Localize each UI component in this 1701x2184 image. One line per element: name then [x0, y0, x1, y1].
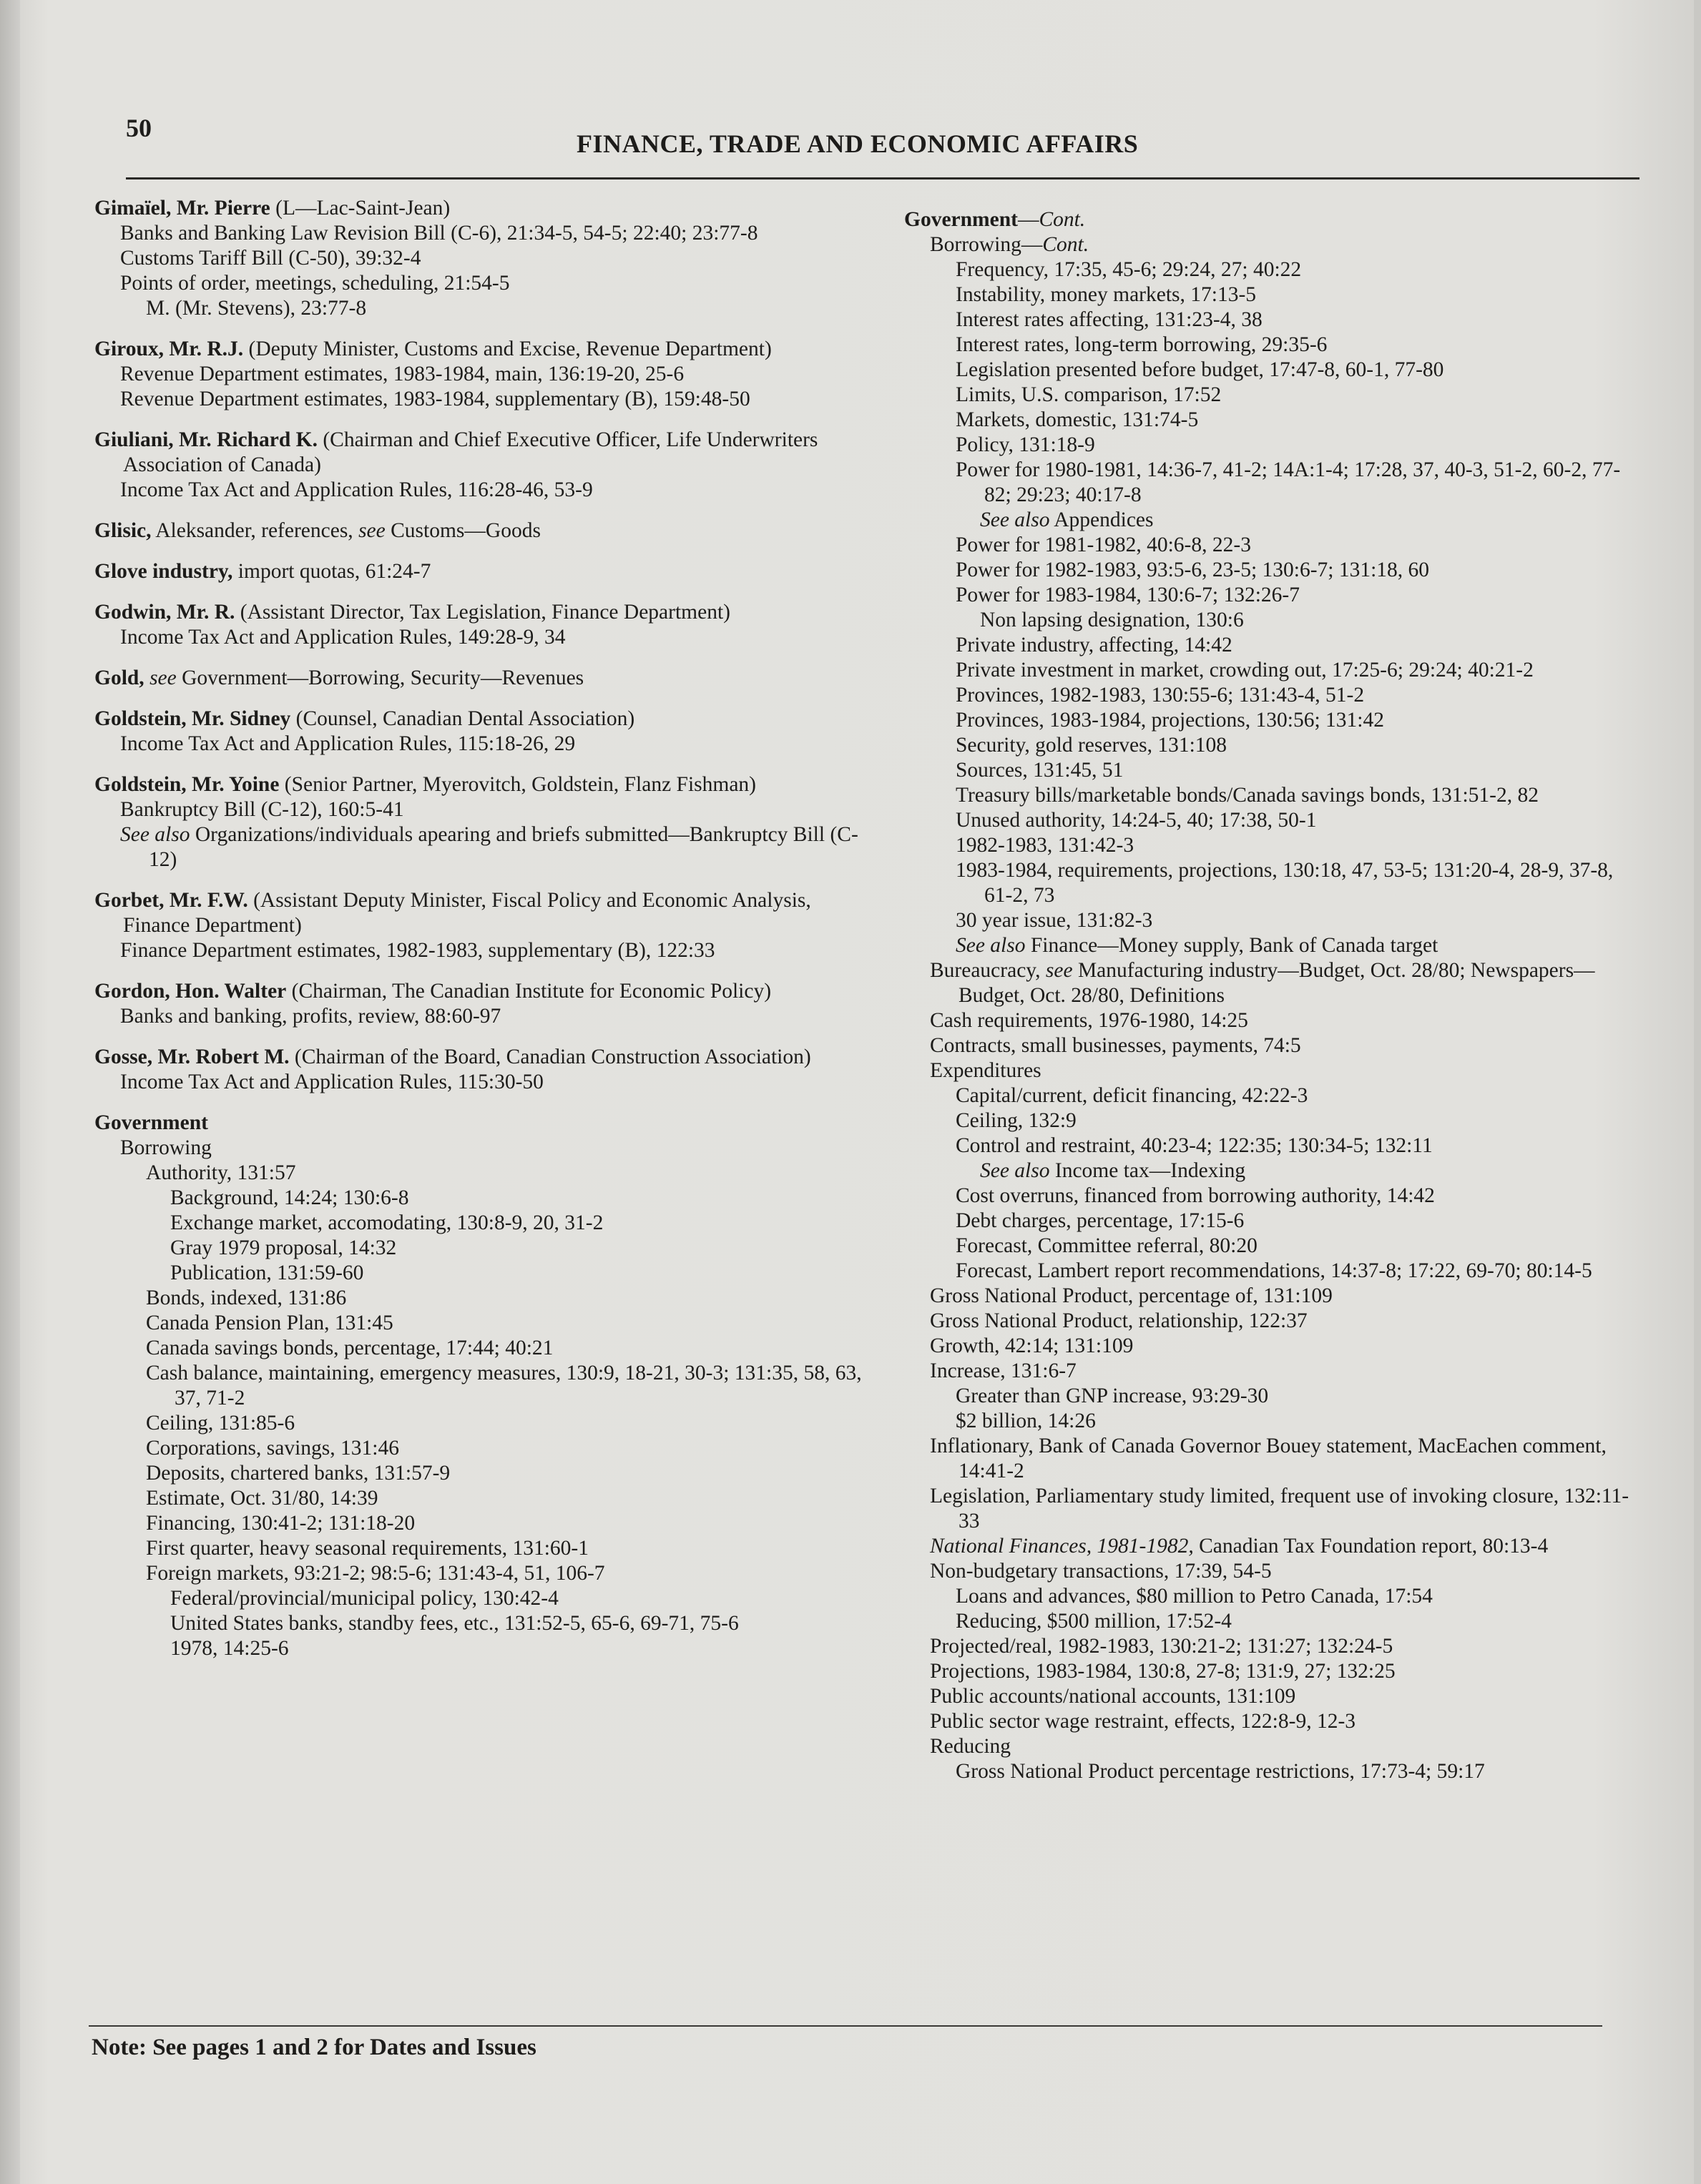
index-entry-text: Public accounts/national accounts, 131:109: [930, 1685, 1296, 1708]
index-entry-text: Ceiling, 132:9: [956, 1109, 1077, 1132]
index-entry-text: Policy, 131:18-9: [956, 433, 1095, 456]
index-subentry: [120, 797, 881, 822]
index-entry-text: Income Tax Act and Application Rules, 116:28-46, 53-9: [120, 478, 593, 501]
index-crossref: See also: [980, 1159, 1050, 1182]
index-entry-text: Cost overruns, financed from borrowing authority, 14:42: [956, 1184, 1435, 1207]
index-subentry: [170, 1236, 881, 1261]
index-heading-term: Gimaïel, Mr. Pierre: [94, 197, 270, 220]
index-heading-term: Government: [904, 208, 1018, 231]
index-heading-term: Glisic,: [94, 519, 152, 542]
footer-note: Note: See pages 1 and 2 for Dates and Issues: [92, 2035, 536, 2060]
index-entry-text: Greater than GNP increase, 93:29-30: [956, 1384, 1269, 1407]
index-entry-text: Private industry, affecting, 14:42: [956, 634, 1232, 656]
index-subentry: [930, 958, 1644, 1008]
index-subentry: [956, 533, 1644, 558]
index-entry-text: —: [1017, 208, 1039, 231]
index-subentry: [956, 858, 1644, 908]
index-subentry: [930, 1684, 1644, 1709]
index-entry-text: Income tax—Indexing: [1049, 1159, 1246, 1182]
index-entry-text: Exchange market, accomodating, 130:8-9, 20, 31-2: [170, 1211, 604, 1234]
index-subentry: [120, 1070, 881, 1095]
index-subentry: [146, 1561, 881, 1586]
index-entry-text: Cash balance, maintaining, emergency measures, 130:9, 18-21, 30-3; 131:35, 58, 63, 37, 71-2: [146, 1362, 862, 1410]
index-heading: [94, 428, 881, 478]
index-entry-text: (Chairman of the Board, Canadian Construction Association): [289, 1046, 811, 1068]
index-entry-text: Finance Department estimates, 1982-1983, supplementary (B), 122:33: [120, 939, 715, 962]
page-number: 50: [126, 114, 152, 142]
index-subentry: [930, 1484, 1644, 1534]
index-entry-text: Authority, 131:57: [146, 1161, 296, 1184]
index-entry-text: Control and restraint, 40:23-4; 122:35; 130:34-5; 132:11: [956, 1134, 1433, 1157]
index-subentry: [146, 1436, 881, 1461]
index-heading: [94, 559, 881, 584]
index-entry-text: Financing, 130:41-2; 131:18-20: [146, 1512, 416, 1535]
index-entry-text: Non-budgetary transactions, 17:39, 54-5: [930, 1560, 1272, 1583]
index-entry-text: import quotas, 61:24-7: [232, 560, 431, 583]
index-subentry: [956, 1184, 1644, 1209]
index-subentry: [930, 232, 1644, 257]
index-entry-text: Frequency, 17:35, 45-6; 29:24, 27; 40:22: [956, 258, 1302, 281]
index-entry-text: Aleksander, references,: [151, 519, 359, 542]
index-subentry: [956, 758, 1644, 783]
index-page: [20, 0, 1694, 2184]
index-entry-text: Customs Tariff Bill (C-50), 39:32-4: [120, 247, 421, 270]
index-entry-text: (L—Lac-Saint-Jean): [270, 197, 451, 220]
index-entry-text: Private investment in market, crowding out, 17:25-6; 29:24; 40:21-2: [956, 659, 1534, 682]
index-entry-text: Growth, 42:14; 131:109: [930, 1334, 1134, 1357]
index-entry-text: Income Tax Act and Application Rules, 115:18-26, 29: [120, 732, 576, 755]
index-entry-text: Limits, U.S. comparison, 17:52: [956, 383, 1222, 406]
index-heading-term: Gorbet, Mr. F.W.: [94, 889, 248, 912]
index-subentry: [120, 938, 881, 963]
index-entry-text: Organizations/individuals apearing and briefs submitted—Bankruptcy Bill (C-12): [149, 823, 858, 871]
index-subentry: [956, 257, 1644, 282]
index-heading: [94, 1111, 881, 1136]
index-entry-text: Gross National Product, percentage of, 131:109: [930, 1284, 1333, 1307]
index-entry-text: Sources, 131:45, 51: [956, 759, 1124, 782]
index-subentry: [956, 358, 1644, 383]
index-subentry: [956, 1133, 1644, 1159]
index-entry-text: Power for 1983-1984, 130:6-7; 132:26-7: [956, 584, 1300, 606]
index-continued: Cont.: [1039, 208, 1086, 231]
index-subentry: [956, 658, 1644, 683]
index-subentry: [930, 1734, 1644, 1759]
index-entry-text: Estimate, Oct. 31/80, 14:39: [146, 1487, 378, 1510]
index-entry-text: (Senior Partner, Myerovitch, Goldstein, Flanz Fishman): [279, 773, 756, 796]
index-entry-text: Gray 1979 proposal, 14:32: [170, 1236, 397, 1259]
index-heading-term: Gordon, Hon. Walter: [94, 980, 287, 1003]
index-entry-text: Legislation presented before budget, 17:47-8, 60-1, 77-80: [956, 358, 1444, 381]
index-entry-text: Markets, domestic, 131:74-5: [956, 408, 1199, 431]
index-entry-text: Federal/provincial/municipal policy, 130:42-4: [170, 1587, 559, 1610]
index-crossref: See also: [120, 823, 190, 846]
index-entry-text: Income Tax Act and Application Rules, 149:28-9, 34: [120, 626, 566, 649]
index-heading: [94, 337, 881, 362]
index-subentry: [930, 1659, 1644, 1684]
index-subentry: [956, 808, 1644, 833]
index-entry-text: Publication, 131:59-60: [170, 1261, 364, 1284]
index-subentry: [930, 1334, 1644, 1359]
index-heading: [94, 666, 881, 691]
index-heading-term: Giroux, Mr. R.J.: [94, 338, 244, 360]
index-subentry: [956, 633, 1644, 658]
index-heading-term: Glove industry,: [94, 560, 233, 583]
index-heading-term: Goldstein, Mr. Yoine: [94, 773, 280, 796]
index-entry-text: First quarter, heavy seasonal requirements, 131:60-1: [146, 1537, 589, 1560]
index-subentry: [930, 1434, 1644, 1484]
index-subentry: [146, 1411, 881, 1436]
index-entry-text: (Chairman, The Canadian Institute for Economic Policy): [286, 980, 772, 1003]
index-crossref: see: [358, 519, 386, 542]
index-crossref: See also: [980, 508, 1050, 531]
index-entry-text: Points of order, meetings, scheduling, 21:54-5: [120, 272, 510, 295]
index-heading: [94, 1045, 881, 1070]
index-subentry: [956, 1584, 1644, 1609]
index-entry-text: Forecast, Committee referral, 80:20: [956, 1234, 1258, 1257]
index-subentry: [120, 478, 881, 503]
index-entry-text: Corporations, savings, 131:46: [146, 1437, 399, 1460]
index-entry-text: Banks and banking, profits, review, 88:60-97: [120, 1005, 501, 1028]
index-entry-text: Provinces, 1982-1983, 130:55-6; 131:43-4, 51-2: [956, 684, 1365, 707]
index-entry-text: Loans and advances, $80 million to Petro Canada, 17:54: [956, 1585, 1433, 1608]
index-entry-text: (Assistant Director, Tax Legislation, Finance Department): [235, 601, 730, 624]
index-subentry: [120, 1004, 881, 1029]
index-subentry: [146, 1361, 881, 1411]
book-spine-shadow: [0, 0, 20, 2184]
index-subentry: [930, 1634, 1644, 1659]
index-subentry: [956, 433, 1644, 458]
index-subentry: [170, 1586, 881, 1611]
index-subentry: [956, 282, 1644, 308]
index-entry-text: Borrowing—: [930, 233, 1043, 256]
index-entry-text: Expenditures: [930, 1059, 1041, 1082]
index-subentry: [120, 625, 881, 650]
index-subentry: [170, 1186, 881, 1211]
index-column-right: [904, 207, 1644, 1784]
index-entry-text: (Chairman and Chief Executive Officer, Life Underwriters Association of Canada): [123, 428, 818, 476]
index-entry-text: Power for 1982-1983, 93:5-6, 23-5; 130:6-7; 131:18, 60: [956, 559, 1430, 581]
index-entry-text: Bonds, indexed, 131:86: [146, 1287, 347, 1309]
index-subentry: [956, 583, 1644, 608]
index-entry-text: Gross National Product percentage restrictions, 17:73-4; 59:17: [956, 1760, 1485, 1783]
index-entry-text: Income Tax Act and Application Rules, 115:30-50: [120, 1071, 544, 1093]
index-subentry: [956, 558, 1644, 583]
index-subentry: [956, 908, 1644, 933]
index-heading: [94, 518, 881, 543]
index-heading: [94, 979, 881, 1004]
index-subentry: [146, 296, 881, 321]
index-subentry: [956, 783, 1644, 808]
footer-rule: [89, 2025, 1602, 2027]
index-subentry: [146, 1536, 881, 1561]
index-heading-term: Giuliani, Mr. Richard K.: [94, 428, 318, 451]
index-subentry: [120, 387, 881, 412]
index-entry-text: Provinces, 1983-1984, projections, 130:56; 131:42: [956, 709, 1384, 732]
index-heading: [94, 772, 881, 797]
index-subentry: [956, 458, 1644, 508]
index-subentry: [980, 1159, 1644, 1184]
index-subentry: [980, 608, 1644, 633]
index-entry-text: Debt charges, percentage, 17:15-6: [956, 1209, 1245, 1232]
index-entry-text: Bureaucracy,: [930, 959, 1046, 982]
index-entry-text: Inflationary, Bank of Canada Governor Bouey statement, MacEachen comment, 14:41-2: [930, 1435, 1607, 1482]
index-entry-text: Non lapsing designation, 130:6: [980, 609, 1244, 631]
index-subentry: [980, 508, 1644, 533]
index-entry-text: Instability, money markets, 17:13-5: [956, 283, 1257, 306]
index-subentry: [930, 1058, 1644, 1083]
index-entry-text: 1978, 14:25-6: [170, 1637, 289, 1660]
index-subentry: [930, 1008, 1644, 1033]
index-entry-text: Contracts, small businesses, payments, 74:5: [930, 1034, 1301, 1057]
index-subentry: [956, 308, 1644, 333]
index-subentry: [120, 246, 881, 271]
index-subentry: [146, 1161, 881, 1186]
index-subentry: [170, 1611, 881, 1636]
index-subentry: [120, 271, 881, 296]
index-entry-text: Revenue Department estimates, 1983-1984, supplementary (B), 159:48-50: [120, 388, 750, 410]
index-subentry: [170, 1211, 881, 1236]
index-crossref: see: [1045, 959, 1073, 982]
index-subentry: [146, 1486, 881, 1511]
index-subentry: [956, 1759, 1644, 1784]
index-crossref: See also: [956, 934, 1026, 957]
index-subentry: [930, 1284, 1644, 1309]
index-entry-text: 30 year issue, 131:82-3: [956, 909, 1153, 932]
index-heading: [94, 600, 881, 625]
index-heading-term: Gold,: [94, 666, 144, 689]
index-subentry: [120, 221, 881, 246]
index-entry-text: Increase, 131:6-7: [930, 1359, 1077, 1382]
index-subentry: [146, 1336, 881, 1361]
index-subentry: [956, 1259, 1644, 1284]
index-subentry: [956, 708, 1644, 733]
index-subentry: [930, 1559, 1644, 1584]
index-entry-text: Reducing: [930, 1735, 1011, 1758]
index-subentry: [930, 1709, 1644, 1734]
index-continued: Cont.: [1042, 233, 1089, 256]
index-column-left: [94, 196, 881, 1661]
index-entry-text: Finance—Money supply, Bank of Canada target: [1025, 934, 1438, 957]
index-subentry: [930, 1309, 1644, 1334]
index-entry-text: Interest rates, long-term borrowing, 29:35-6: [956, 333, 1328, 356]
index-entry-text: Capital/current, deficit financing, 42:22-3: [956, 1084, 1308, 1107]
index-subentry: [956, 1083, 1644, 1108]
index-entry-text: United States banks, standby fees, etc., 131:52-5, 65-6, 69-71, 75-6: [170, 1612, 739, 1635]
index-heading-term: Goldstein, Mr. Sidney: [94, 707, 291, 730]
index-subentry: [146, 1311, 881, 1336]
index-subentry: [956, 933, 1644, 958]
index-heading: [904, 207, 1644, 232]
index-heading-term: Godwin, Mr. R.: [94, 601, 235, 624]
index-subentry: [120, 1136, 881, 1161]
index-entry-text: Bankruptcy Bill (C-12), 160:5-41: [120, 798, 404, 821]
index-entry-text: Manufacturing industry—Budget, Oct. 28/80; Newspapers—Budget, Oct. 28/80, Definitions: [959, 959, 1595, 1007]
page-title: FINANCE, TRADE AND ECONOMIC AFFAIRS: [577, 129, 1139, 158]
index-entry-text: Reducing, $500 million, 17:52-4: [956, 1610, 1232, 1633]
index-entry-text: Cash requirements, 1976-1980, 14:25: [930, 1009, 1248, 1032]
index-subentry: [930, 1359, 1644, 1384]
index-heading-term: Gosse, Mr. Robert M.: [94, 1046, 290, 1068]
index-entry-text: Ceiling, 131:85-6: [146, 1412, 295, 1435]
index-subentry: [956, 1234, 1644, 1259]
index-entry-text: Power for 1980-1981, 14:36-7, 41-2; 14A:1-4; 17:28, 37, 40-3, 51-2, 60-2, 77-82; 29:23; 40:17-8: [956, 458, 1621, 506]
index-entry-text: Power for 1981-1982, 40:6-8, 22-3: [956, 533, 1251, 556]
index-entry-text: Canada savings bonds, percentage, 17:44; 40:21: [146, 1337, 554, 1359]
index-entry-text: Background, 14:24; 130:6-8: [170, 1186, 409, 1209]
index-entry-text: (Deputy Minister, Customs and Excise, Revenue Department): [243, 338, 772, 360]
index-heading: [94, 196, 881, 221]
index-entry-text: Projected/real, 1982-1983, 130:21-2; 131:27; 132:24-5: [930, 1635, 1393, 1658]
index-subentry: [956, 733, 1644, 758]
index-subentry: [956, 333, 1644, 358]
index-entry-text: Security, gold reserves, 131:108: [956, 734, 1227, 757]
index-crossref: see: [149, 666, 177, 689]
index-subentry: [120, 822, 881, 872]
index-entry-text: Legislation, Parliamentary study limited, frequent use of invoking closure, 132:11-33: [930, 1485, 1629, 1533]
index-subentry: [956, 1384, 1644, 1409]
index-subentry: [120, 732, 881, 757]
index-subentry: [930, 1033, 1644, 1058]
index-entry-text: (Assistant Deputy Minister, Fiscal Policy and Economic Analysis, Finance Department): [123, 889, 811, 937]
index-crossref: National Finances, 1981-1982,: [930, 1535, 1194, 1558]
index-entry-text: Foreign markets, 93:21-2; 98:5-6; 131:43-4, 51, 106-7: [146, 1562, 605, 1585]
index-subentry: [956, 1409, 1644, 1434]
index-entry-text: M. (Mr. Stevens), 23:77-8: [146, 297, 367, 320]
index-subentry: [956, 383, 1644, 408]
index-subentry: [146, 1461, 881, 1486]
index-entry-text: Public sector wage restraint, effects, 122:8-9, 12-3: [930, 1710, 1356, 1733]
index-entry-text: Revenue Department estimates, 1983-1984, main, 136:19-20, 25-6: [120, 363, 685, 385]
index-subentry: [956, 1108, 1644, 1133]
index-subentry: [956, 1209, 1644, 1234]
index-entry-text: Customs—Goods: [385, 519, 541, 542]
index-entry-text: Borrowing: [120, 1136, 212, 1159]
index-subentry: [956, 1609, 1644, 1634]
index-subentry: [146, 1511, 881, 1536]
index-entry-text: Treasury bills/marketable bonds/Canada savings bonds, 131:51-2, 82: [956, 784, 1539, 807]
index-heading: [94, 888, 881, 938]
index-entry-text: Appendices: [1049, 508, 1154, 531]
index-subentry: [956, 833, 1644, 858]
index-entry-text: $2 billion, 14:26: [956, 1410, 1096, 1432]
index-entry-text: [144, 666, 149, 689]
index-entry-text: Deposits, chartered banks, 131:57-9: [146, 1462, 451, 1485]
index-entry-text: Canada Pension Plan, 131:45: [146, 1312, 393, 1334]
index-entry-text: 1982-1983, 131:42-3: [956, 834, 1134, 857]
index-subentry: [956, 683, 1644, 708]
index-entry-text: Projections, 1983-1984, 130:8, 27-8; 131:9, 27; 132:25: [930, 1660, 1396, 1683]
index-subentry: [146, 1286, 881, 1311]
index-entry-text: Interest rates affecting, 131:23-4, 38: [956, 308, 1263, 331]
index-entry-text: 1983-1984, requirements, projections, 130:18, 47, 53-5; 131:20-4, 28-9, 37-8, 61-2, 73: [956, 859, 1614, 907]
header-rule: [126, 177, 1639, 179]
index-heading: [94, 707, 881, 732]
index-entry-text: Forecast, Lambert report recommendations, 14:37-8; 17:22, 69-70; 80:14-5: [956, 1259, 1592, 1282]
index-subentry: [930, 1534, 1644, 1559]
index-heading-term: Government: [94, 1111, 208, 1134]
index-subentry: [170, 1261, 881, 1286]
index-entry-text: Canadian Tax Foundation report, 80:13-4: [1193, 1535, 1549, 1558]
index-subentry: [170, 1636, 881, 1661]
index-subentry: [956, 408, 1644, 433]
index-entry-text: Banks and Banking Law Revision Bill (C-6), 21:34-5, 54-5; 22:40; 23:77-8: [120, 222, 758, 245]
index-entry-text: (Counsel, Canadian Dental Association): [290, 707, 635, 730]
index-entry-text: Gross National Product, relationship, 122:37: [930, 1309, 1308, 1332]
index-entry-text: Unused authority, 14:24-5, 40; 17:38, 50-1: [956, 809, 1317, 832]
index-entry-text: Government—Borrowing, Security—Revenues: [176, 666, 584, 689]
index-subentry: [120, 362, 881, 387]
